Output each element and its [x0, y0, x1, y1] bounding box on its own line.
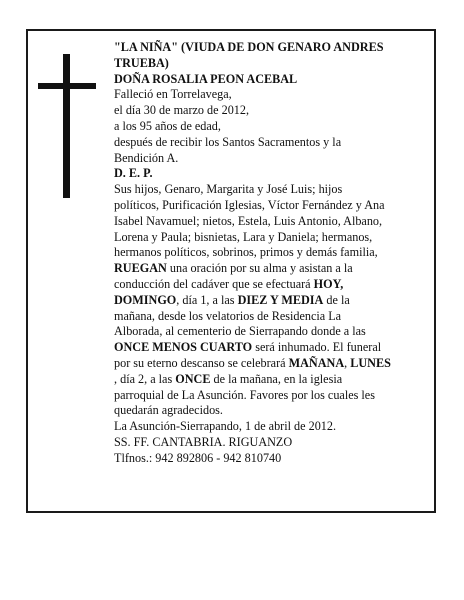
- family-line: Isabel Navamuel; nietos, Estela, Luis Antonio, Albano,: [114, 213, 383, 228]
- dia1-text: , día 1, a las: [176, 292, 238, 307]
- manana-word: MAÑANA: [288, 355, 345, 370]
- domingo-word: DOMINGO: [114, 292, 177, 307]
- family-line: hermanos políticos, sobrinos, primos y demás familia,: [114, 245, 378, 260]
- header-line-2: TRUEBA): [114, 55, 169, 70]
- once-menos-cuarto: ONCE MENOS CUARTO: [114, 340, 253, 355]
- cross-icon: [38, 54, 96, 198]
- sacraments-line-2: Bendición A.: [114, 150, 179, 165]
- cross-horizontal-bar: [38, 83, 96, 89]
- de-la-text: de la: [323, 292, 350, 307]
- ruegan-line: [114, 261, 428, 277]
- sacraments-line-1: después de recibir los Santos Sacramentos y la: [114, 134, 342, 149]
- once-menos-cuarto-line: [114, 340, 428, 356]
- hoy-word: HOY,: [313, 276, 344, 291]
- funeral-home: SS. FF. CANTABRIA. RIGUANZO: [114, 434, 293, 449]
- death-date: el día 30 de marzo de 2012,: [114, 103, 250, 118]
- deceased-name: DOÑA ROSALIA PEON ACEBAL: [114, 71, 298, 86]
- place-date: La Asunción-Sierrapando, 1 de abril de 2012.: [114, 419, 337, 434]
- lunes-word: LUNES: [350, 355, 391, 370]
- dia2-line: [114, 372, 428, 388]
- rip: D. E. P.: [114, 166, 153, 181]
- conduccion-line: [114, 277, 428, 293]
- dia2-rest: de la mañana, en la iglesia: [210, 371, 343, 386]
- obituary-text: [114, 40, 428, 467]
- family-line: Sus hijos, Genaro, Margarita y José Luis; hijos: [114, 182, 343, 197]
- ruegan-rest: una oración por su alma y asistan a la: [166, 261, 353, 276]
- dia2-text: , día 2, a las: [114, 371, 176, 386]
- phones: Tlfnos.: 942 892806 - 942 810740: [114, 450, 282, 465]
- cross-vertical-bar: [63, 54, 70, 198]
- ruegan-word: RUEGAN: [114, 261, 167, 276]
- funeral-prefix: por su eterno descanso se celebrará: [114, 355, 289, 370]
- alborada-line: Alborada, al cementerio de Sierrapando donde a las: [114, 324, 366, 339]
- family-line: políticos, Purificación Iglesias, Víctor Fernández y Ana: [114, 197, 385, 212]
- comma-separator: ,: [344, 355, 351, 370]
- family-line: Lorena y Paula; bisnietas, Lara y Daniela; hermanos,: [114, 229, 373, 244]
- parroquial-line: parroquial de La Asunción. Favores por los cuales les: [114, 387, 375, 402]
- inhumado-text: será inhumado. El funeral: [252, 340, 382, 355]
- died-in: Falleció en Torrelavega,: [114, 87, 232, 102]
- header-line-1: "LA NIÑA" (VIUDA DE DON GENARO ANDRES: [114, 40, 384, 54]
- manana-line: mañana, desde los velatorios de Residencia La: [114, 308, 342, 323]
- diez-y-media: DIEZ Y MEDIA: [237, 292, 324, 307]
- age: a los 95 años de edad,: [114, 118, 221, 133]
- conduccion-text: conducción del cadáver que se efectuará: [114, 276, 314, 291]
- funeral-line: [114, 356, 428, 372]
- domingo-line: [114, 293, 428, 309]
- agradecidos-line: quedarán agradecidos.: [114, 403, 223, 418]
- once-word: ONCE: [175, 371, 211, 386]
